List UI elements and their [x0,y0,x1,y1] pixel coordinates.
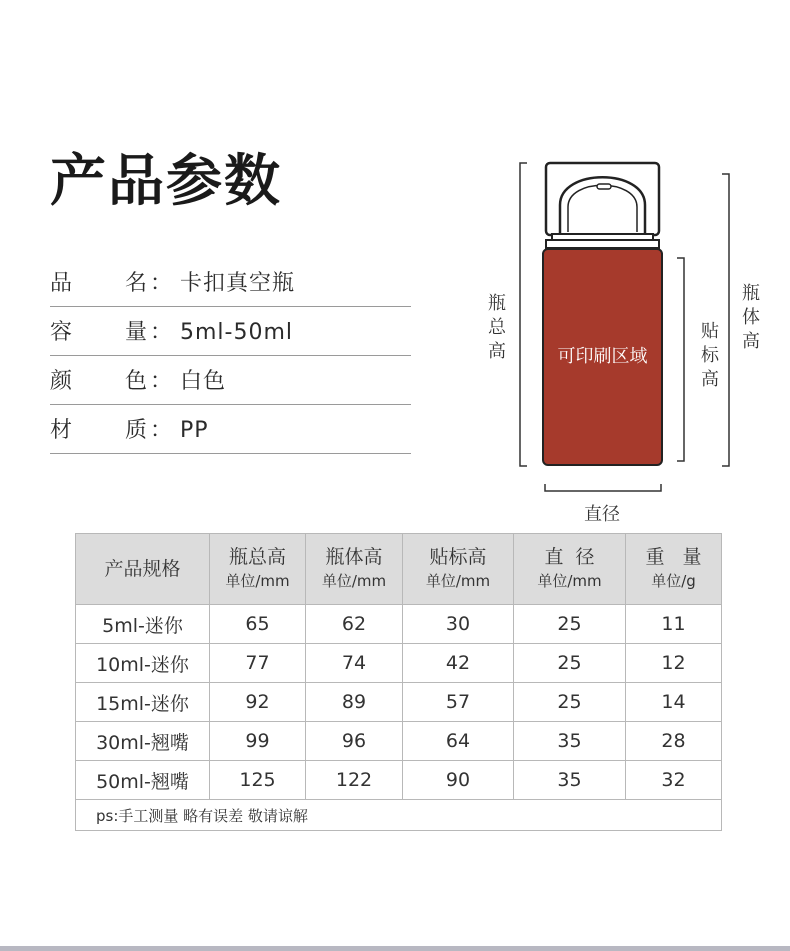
table-row [76,644,722,683]
shoulder-ring-2 [546,240,659,248]
cell-total-height: 77 [210,644,306,683]
cell-diameter: 25 [514,683,626,722]
cell-weight: 12 [626,644,722,683]
body-height-label: 瓶体高 [742,283,760,352]
cell-label-height: 42 [403,644,514,683]
header-weight: 重 量 单位/g [626,534,722,605]
print-area-label: 可印刷区域 [557,346,648,367]
cell-weight: 11 [626,605,722,644]
cell-label-height: 57 [403,683,514,722]
spec-key-char2: 色 [125,369,148,394]
spec-table [75,533,722,831]
cell-body-height: 74 [306,644,403,683]
label-height-bracket [677,258,684,461]
spec-key-char2: 名 [125,271,148,296]
cell-body-height: 62 [306,605,403,644]
header-unit: 单位/mm [321,572,387,590]
header-unit: 单位/mm [425,572,491,590]
table-header-row [76,534,722,605]
spec-colon: ： [150,320,173,345]
diameter-bracket [545,484,661,491]
spec-key-char2: 量 [125,320,148,345]
cell-total-height: 92 [210,683,306,722]
table-row [76,605,722,644]
table-row [76,722,722,761]
header-total-height: 瓶总高 单位/mm [210,534,306,605]
label-height-label: 贴标高 [701,321,719,390]
table-row [76,683,722,722]
spec-key-char2: 质 [125,418,148,443]
header-spec: 产品规格 [76,534,210,605]
spec-value: 卡扣真空瓶 [180,271,296,296]
cell-body-height: 122 [306,761,403,800]
spec-value: 白色 [180,369,227,394]
cell-spec: 30ml-翘嘴 [76,722,210,761]
spec-colon: ： [150,418,173,443]
cell-weight: 32 [626,761,722,800]
table-note-row [76,800,722,831]
cell-spec: 5ml-迷你 [76,605,210,644]
cell-label-height: 90 [403,761,514,800]
table-row [76,761,722,800]
cell-diameter: 35 [514,761,626,800]
cell-diameter: 35 [514,722,626,761]
cell-total-height: 125 [210,761,306,800]
bottom-divider [0,946,790,951]
header-unit: 单位/mm [225,572,290,590]
spec-key-char1: 材 [50,418,73,443]
header-unit: 单位/g [651,572,696,590]
spec-key-char1: 容 [50,320,73,345]
cell-total-height: 99 [210,722,306,761]
spec-key-char1: 品 [50,271,73,296]
cell-weight: 14 [626,683,722,722]
spec-colon: ： [150,369,173,394]
cell-total-height: 65 [210,605,306,644]
bottle-cap-outline [546,163,659,235]
cell-spec: 50ml-翘嘴 [76,761,210,800]
header-diameter: 直 径 单位/mm [514,534,626,605]
body-height-bracket [722,174,729,466]
pump-nozzle [597,184,611,189]
cell-label-height: 30 [403,605,514,644]
cell-label-height: 64 [403,722,514,761]
cell-body-height: 89 [306,683,403,722]
total-height-label: 瓶总高 [488,293,506,362]
spec-value: PP [180,418,209,443]
spec-value: 5ml-50ml [180,320,294,345]
cell-spec: 15ml-迷你 [76,683,210,722]
cell-diameter: 25 [514,605,626,644]
cell-body-height: 96 [306,722,403,761]
cell-weight: 28 [626,722,722,761]
total-height-bracket [520,163,527,466]
diameter-label: 直径 [584,504,620,525]
cell-diameter: 25 [514,644,626,683]
spec-colon: ： [150,271,173,296]
page-title: 产品参数 [50,149,282,214]
header-unit: 单位/mm [537,572,602,590]
cell-spec: 10ml-迷你 [76,644,210,683]
spec-key-char1: 颜 [50,369,73,394]
header-body-height: 瓶体高 单位/mm [306,534,403,605]
header-label-height: 贴标高 单位/mm [403,534,514,605]
table-note: ps:手工测量 略有误差 敬请谅解 [76,800,722,831]
